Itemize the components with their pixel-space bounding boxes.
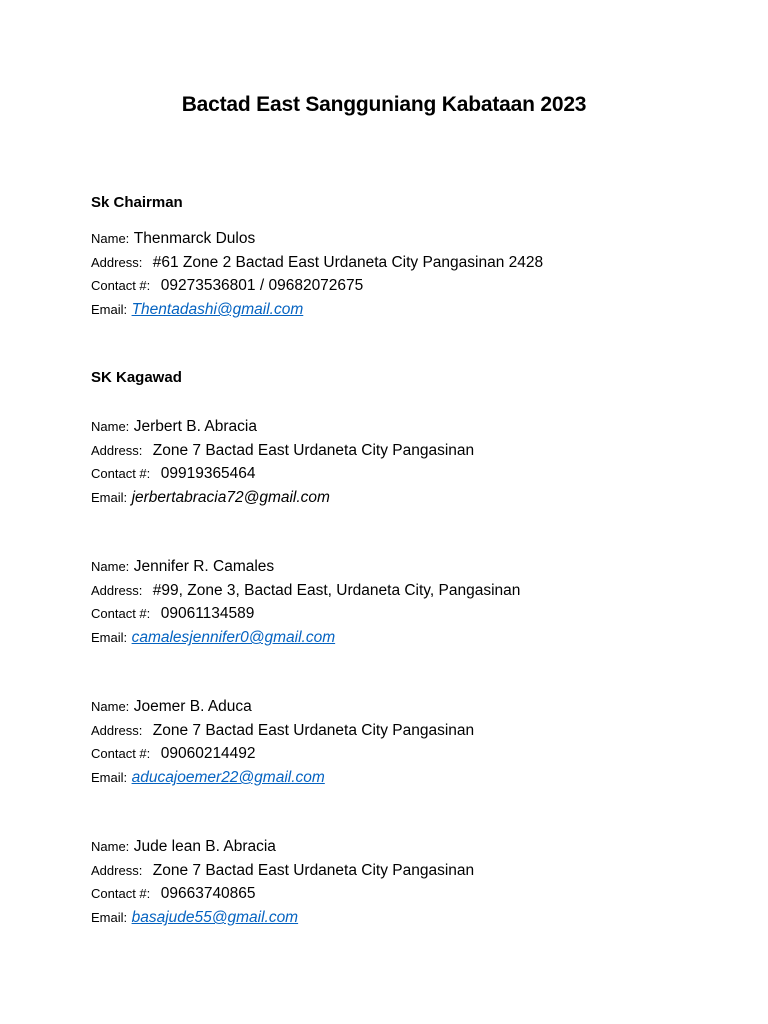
contact-line [91,602,691,626]
contact-value: 09273536801 / 09682072675 [160,277,364,295]
email-link[interactable]: Thentadashi@gmail.com [131,301,304,319]
email-line [91,766,691,790]
email-text: jerbertabracia72@gmail.com [131,489,330,507]
contact-value: 09919365464 [160,465,256,483]
address-value: Zone 7 Bactad East Urdaneta City Pangasinan [152,721,475,739]
name-value: Jude lean B. Abracia [133,838,276,855]
contact-line [91,742,691,766]
document-title: Bactad East Sangguniang Kabataan 2023 [181,93,587,116]
chairman-entry [91,227,691,322]
address-value: #99, Zone 3, Bactad East, Urdaneta City, Pangasinan [152,581,521,599]
email-line [91,486,691,510]
contact-value: 09663740865 [160,885,256,903]
email-link[interactable]: aducajoemer22@gmail.com [131,769,325,787]
name-value: Jennifer R. Camales [133,558,275,575]
email-label: Email: [91,910,128,926]
name-value: Thenmarck Dulos [133,230,256,247]
section-heading-chairman: Sk Chairman [91,194,183,211]
address-label: Address: [91,582,143,598]
address-label: Address: [91,442,143,458]
address-label: Address: [91,722,143,738]
name-line [91,555,691,579]
kagawad-entry [91,695,691,790]
address-line [91,579,691,603]
contact-line [91,882,691,906]
name-value: Joemer B. Aduca [133,698,252,715]
kagawad-entry [91,835,691,930]
contact-label: Contact #: [91,278,151,294]
name-label: Name: [91,839,130,854]
address-label: Address: [91,254,143,270]
address-label: Address: [91,862,143,878]
contact-value: 09061134589 [160,605,255,623]
email-line [91,626,691,650]
contact-label: Contact #: [91,746,151,762]
kagawad-entry [91,555,691,650]
section-heading-kagawad: SK Kagawad [91,369,182,386]
address-value: #61 Zone 2 Bactad East Urdaneta City Pangasinan 2428 [152,253,544,271]
email-label: Email: [91,630,128,646]
address-value: Zone 7 Bactad East Urdaneta City Pangasinan [152,861,475,879]
contact-label: Contact #: [91,886,151,902]
name-value: Jerbert B. Abracia [133,418,257,435]
email-line [91,906,691,930]
contact-line [91,462,691,486]
contact-value: 09060214492 [160,745,256,763]
address-line [91,439,691,463]
contact-line [91,274,691,298]
email-label: Email: [91,770,128,786]
email-link[interactable]: basajude55@gmail.com [131,909,299,927]
email-label: Email: [91,490,128,506]
address-line [91,719,691,743]
email-link[interactable]: camalesjennifer0@gmail.com [131,629,336,647]
contact-label: Contact #: [91,606,151,622]
address-value: Zone 7 Bactad East Urdaneta City Pangasinan [152,441,475,459]
kagawad-entry [91,415,691,510]
name-label: Name: [91,559,130,574]
name-line [91,227,691,251]
email-line [91,298,691,322]
name-line [91,415,691,439]
name-label: Name: [91,231,130,246]
address-line [91,251,691,275]
name-line [91,695,691,719]
address-line [91,859,691,883]
name-label: Name: [91,419,130,434]
email-label: Email: [91,302,128,318]
name-line [91,835,691,859]
contact-label: Contact #: [91,466,151,482]
name-label: Name: [91,699,130,714]
